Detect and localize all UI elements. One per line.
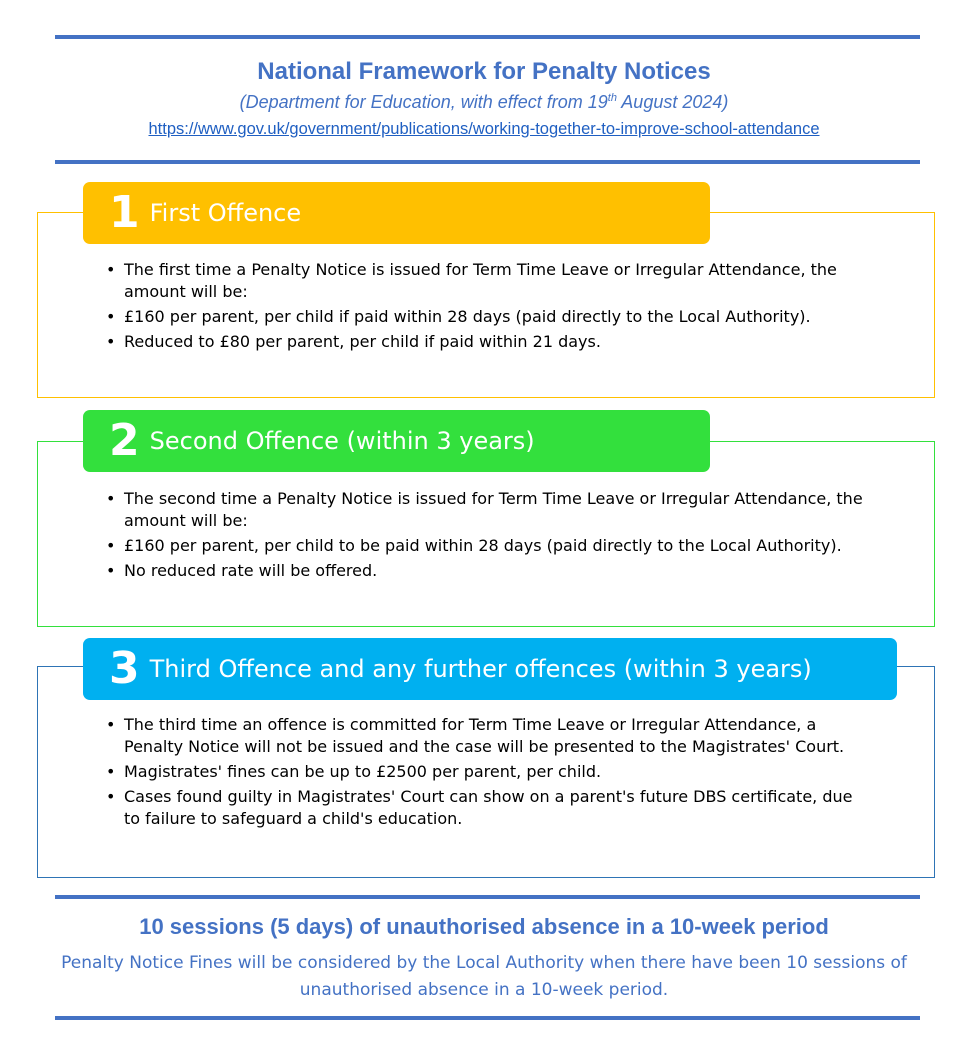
section-title: Third Offence and any further offences (within 3 years) [149, 655, 812, 683]
second-offence-list [104, 488, 874, 585]
third-offence-list [104, 714, 864, 833]
list-item: • Cases found guilty in Magistrates' Court can show on a parent's future DBS certificate, due to failure to safeguard a child's education. [104, 786, 864, 830]
list-item: • The first time a Penalty Notice is issued for Term Time Leave or Irregular Attendance, the amount will be: [104, 259, 874, 303]
first-offence-list [104, 259, 874, 356]
list-item: • Reduced to £80 per parent, per child if paid within 21 days. [104, 331, 874, 353]
section-number: 1 [109, 187, 140, 238]
section-number: 2 [109, 415, 140, 466]
list-item: • The third time an offence is committed for Term Time Leave or Irregular Attendance, a Penalty Notice will not be issued and the case will be presented to the Magistrates' Court. [104, 714, 864, 758]
footer-top-divider [55, 895, 920, 899]
list-item: • Magistrates' fines can be up to £2500 per parent, per child. [104, 761, 864, 783]
section-title: First Offence [149, 199, 302, 227]
list-item: • The second time a Penalty Notice is issued for Term Time Leave or Irregular Attendance, the amount will be: [104, 488, 874, 532]
section-number: 3 [109, 643, 140, 694]
list-item: • £160 per parent, per child to be paid within 28 days (paid directly to the Local Authority). [104, 535, 874, 557]
first-offence-heading [83, 182, 710, 244]
section-title: Second Offence (within 3 years) [149, 427, 535, 455]
footer-title: 10 sessions (5 days) of unauthorised absence in a 10-week period [139, 914, 829, 939]
page-title: National Framework for Penalty Notices [257, 58, 711, 85]
footer-bottom-divider [55, 1016, 920, 1020]
list-item: • No reduced rate will be offered. [104, 560, 874, 582]
second-offence-heading [83, 410, 710, 472]
gov-uk-link[interactable]: https://www.gov.uk/government/publications/working-together-to-improve-school-attendance [148, 120, 820, 138]
list-item: • £160 per parent, per child if paid within 28 days (paid directly to the Local Authority). [104, 306, 874, 328]
third-offence-heading [83, 638, 897, 700]
page-subtitle: (Department for Education, with effect from 19th August 2024) [239, 92, 729, 112]
top-divider [55, 35, 920, 39]
footer-text: Penalty Notice Fines will be considered by the Local Authority when there have been 10 sessions of unauthorised absence in a 10-week period. [61, 953, 907, 1000]
header-divider [55, 160, 920, 164]
